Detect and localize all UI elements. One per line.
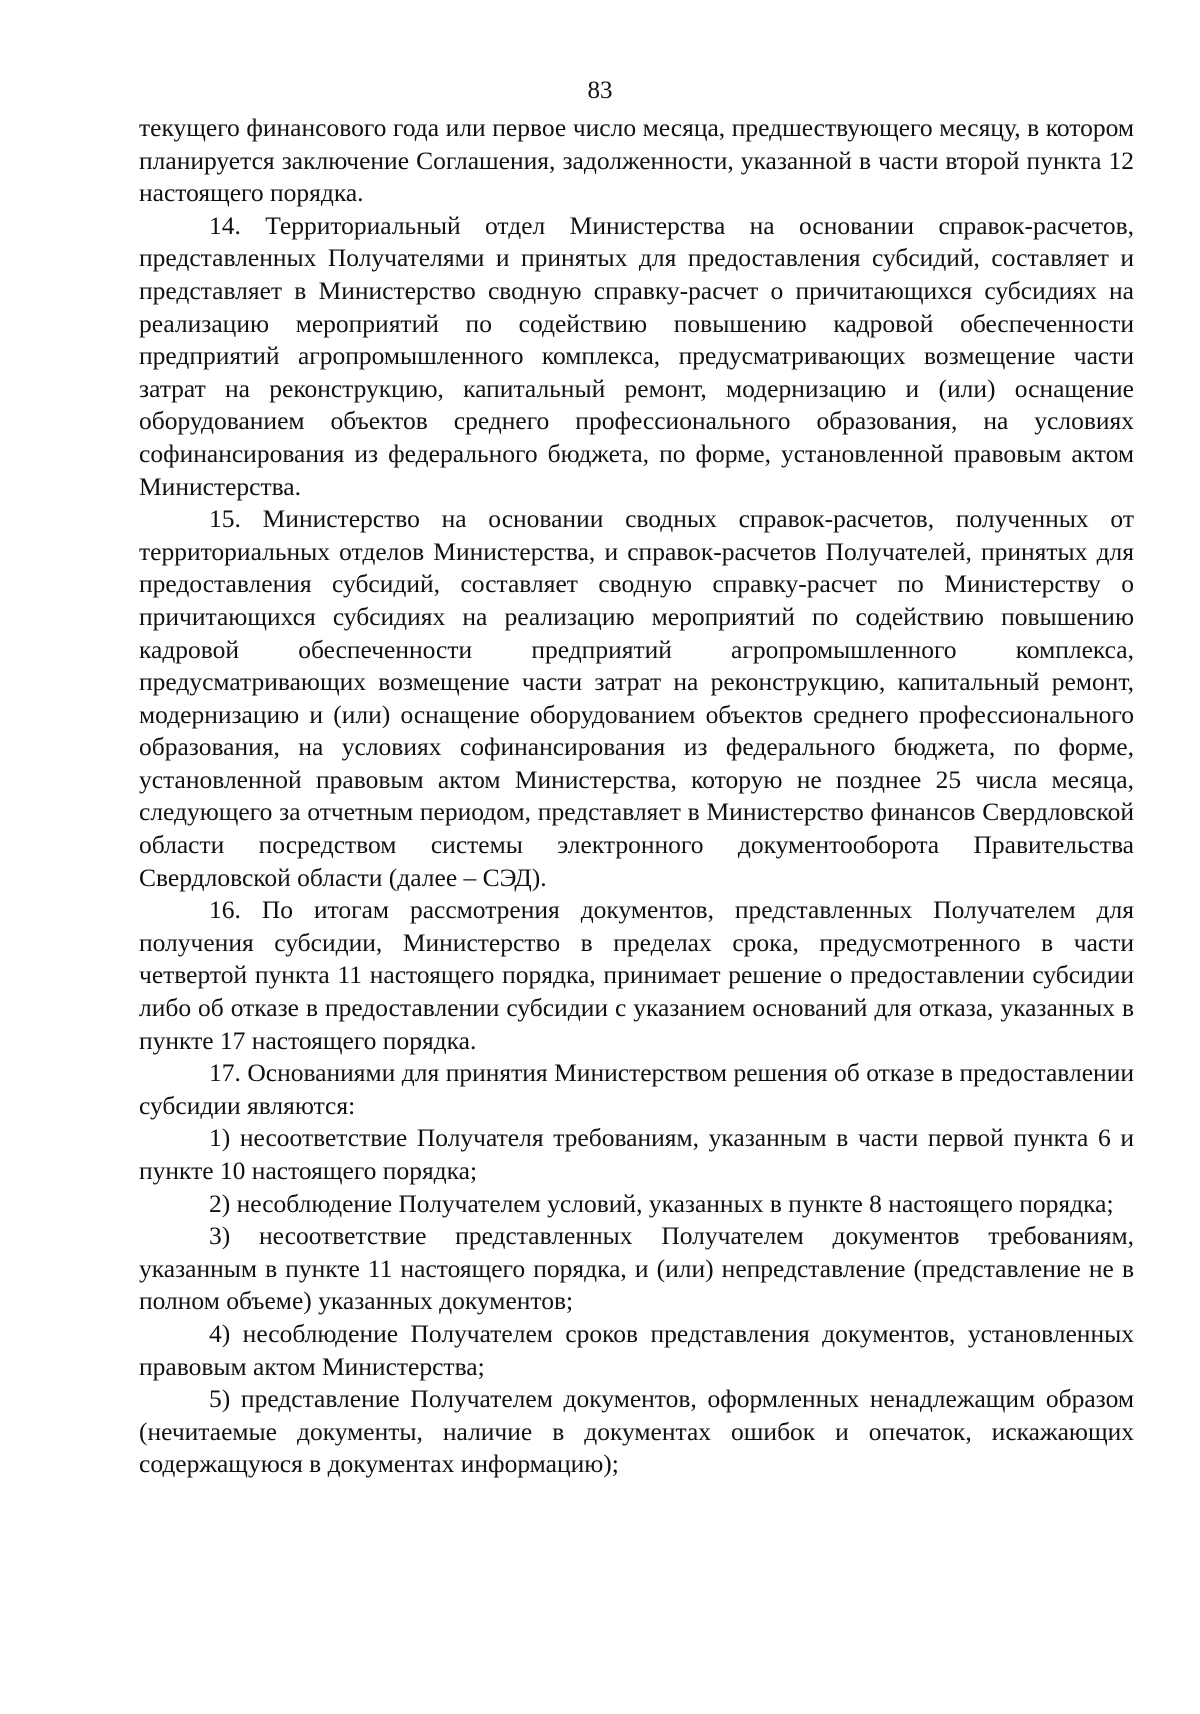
list-item-4: 4) несоблюдение Получателем сроков представления документов, установленных правовым актом Министерства; xyxy=(139,1318,1134,1381)
paragraph-14: 14. Территориальный отдел Министерства на основании справок-расчетов, представленных Получателями и принятых для предоставления субсидий, составляет и представляет в Министерство сводную справку-расчет о причитающихся субсидиях на реализацию мероприятий по содействию повышению кадровой обеспеченности предприятий агропромышленного комплекса, предусматривающих возмещение части затрат на реконструкцию, капитальный ремонт, модернизацию и (или) оснащение оборудованием объектов среднего профессионального образования, на условиях софинансирования из федерального бюджета, по форме, установленной правовым актом Министерства. xyxy=(139,210,1134,501)
list-item-1: 1) несоответствие Получателя требованиям, указанным в части первой пункта 6 и пункте 10 настоящего порядка; xyxy=(139,1123,1134,1185)
list-item-2: 2) несоблюдение Получателем условий, указанных в пункте 8 настоящего порядка; xyxy=(209,1188,1114,1218)
list-item-5: 5) представление Получателем документов, оформленных ненадлежащим образом (нечитаемые документы, наличие в документах ошибок и опечаток, искажающих содержащуюся в документах информацию); xyxy=(139,1384,1134,1479)
page-number: 83 xyxy=(587,77,613,104)
paragraph-continuation: текущего финансового года или первое число месяца, предшествующего месяцу, в котором планируется заключение Соглашения, задолженности, указанной в части второй пункта 12 настоящего порядка. xyxy=(139,113,1134,208)
paragraph-16: 16. По итогам рассмотрения документов, представленных Получателем для получения субсидии, Министерство в пределах срока, предусмотренного в части четвертой пункта 11 настоящего порядка, принимает решение о предоставлении субсидии либо об отказе в предоставлении субсидии с указанием оснований для отказа, указанных в пункте 17 настоящего порядка. xyxy=(139,895,1134,1055)
list-item-3: 3) несоответствие представленных Получателем документов требованиям, указанным в пункте 11 настоящего порядка, и (или) непредставление (представление не в полном объеме) указанных документов; xyxy=(139,1221,1134,1316)
paragraph-17: 17. Основаниями для принятия Министерством решения об отказе в предоставлении субсидии являются: xyxy=(139,1058,1134,1120)
paragraph-15: 15. Министерство на основании сводных справок-расчетов, полученных от территориальных отделов Министерства, и справок-расчетов Получателей, принятых для предоставления субсидий, составляет сводную справку-расчет по Министерству о причитающихся субсидиях на реализацию мероприятий по содействию повышению кадровой обеспеченности предприятий агропромышленного комплекса, предусматривающих возмещение части затрат на реконструкцию, капитальный ремонт, модернизацию и (или) оснащение оборудованием объектов среднего профессионального образования, на условиях софинансирования из федерального бюджета, по форме, установленной правовым актом Министерства, которую не позднее 25 числа месяца, следующего за отчетным периодом, представляет в Министерство финансов Свердловской области посредством системы электронного документооборота Правительства Свердловской области (далее – СЭД). xyxy=(139,504,1134,892)
document-body xyxy=(139,112,1134,1481)
